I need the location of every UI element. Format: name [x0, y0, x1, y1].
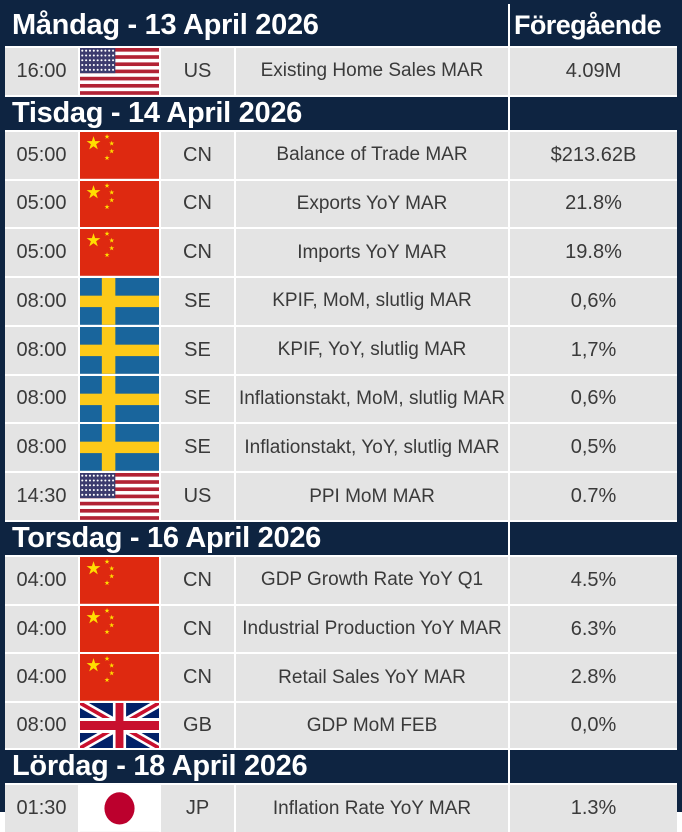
previous-value: 4.5% [510, 557, 677, 604]
section-header-right [510, 750, 677, 783]
event-name: Balance of Trade MAR [236, 132, 508, 179]
country-code: GB [161, 703, 234, 748]
country-code: CN [161, 654, 234, 701]
previous-value: 0,6% [510, 376, 677, 423]
event-name: Industrial Production YoY MAR [236, 606, 508, 653]
event-name: Exports YoY MAR [236, 181, 508, 228]
country-code: CN [161, 557, 234, 604]
section-title: Tisdag - 14 April 2026 [12, 96, 302, 129]
event-time: 04:00 [5, 557, 78, 604]
us-flag-icon [80, 473, 159, 520]
previous-value: 2.8% [510, 654, 677, 701]
se-flag-icon [80, 376, 159, 423]
calendar-row [5, 132, 677, 179]
event-time: 14:30 [5, 473, 78, 520]
cn-flag-icon [80, 132, 159, 179]
event-name: GDP Growth Rate YoY Q1 [236, 557, 508, 604]
calendar-row [5, 703, 677, 748]
country-code: CN [161, 229, 234, 276]
previous-value: 6.3% [510, 606, 677, 653]
previous-value: 19.8% [510, 229, 677, 276]
country-code: US [161, 473, 234, 520]
calendar-row [5, 229, 677, 276]
jp-flag-icon [80, 785, 159, 832]
section-title: Lördag - 18 April 2026 [12, 750, 308, 783]
event-name: Inflationstakt, MoM, slutlig MAR [236, 376, 508, 423]
section-header-right [510, 4, 677, 46]
event-time: 08:00 [5, 278, 78, 325]
event-name: GDP MoM FEB [236, 703, 508, 748]
previous-value: 0,0% [510, 703, 677, 748]
section-header-right [510, 522, 677, 555]
country-code: SE [161, 327, 234, 374]
event-time: 08:00 [5, 424, 78, 471]
event-time: 04:00 [5, 606, 78, 653]
previous-value: 4.09M [510, 48, 677, 95]
cn-flag-icon [80, 229, 159, 276]
country-code: SE [161, 424, 234, 471]
event-time: 01:30 [5, 785, 78, 832]
event-time: 05:00 [5, 181, 78, 228]
section-header [5, 522, 677, 555]
event-time: 08:00 [5, 703, 78, 748]
se-flag-icon [80, 424, 159, 471]
event-time: 05:00 [5, 132, 78, 179]
previous-value: 0,6% [510, 278, 677, 325]
section-header [5, 750, 677, 783]
calendar-row [5, 278, 677, 325]
calendar-row [5, 48, 677, 95]
country-code: JP [161, 785, 234, 832]
event-name: Imports YoY MAR [236, 229, 508, 276]
previous-value: 1,7% [510, 327, 677, 374]
cn-flag-icon [80, 606, 159, 653]
section-header-right [510, 97, 677, 130]
country-code: CN [161, 181, 234, 228]
event-name: Existing Home Sales MAR [236, 48, 508, 95]
calendar-row [5, 376, 677, 423]
event-time: 04:00 [5, 654, 78, 701]
section-header-left [5, 750, 508, 783]
calendar-row [5, 424, 677, 471]
section-header [5, 97, 677, 130]
country-code: SE [161, 376, 234, 423]
calendar-row [5, 327, 677, 374]
calendar-row [5, 181, 677, 228]
event-time: 08:00 [5, 327, 78, 374]
cn-flag-icon [80, 654, 159, 701]
event-time: 16:00 [5, 48, 78, 95]
event-time: 05:00 [5, 229, 78, 276]
calendar-row [5, 557, 677, 604]
section-header [5, 4, 677, 46]
country-code: CN [161, 606, 234, 653]
section-header-left [5, 4, 508, 46]
se-flag-icon [80, 278, 159, 325]
previous-value: 1.3% [510, 785, 677, 832]
calendar-row [5, 473, 677, 520]
previous-value: 0,5% [510, 424, 677, 471]
section-header-left [5, 522, 508, 555]
section-title: Torsdag - 16 April 2026 [12, 521, 321, 554]
section-header-left [5, 97, 508, 130]
previous-column-header: Föregående [514, 9, 662, 40]
section-title: Måndag - 13 April 2026 [12, 8, 319, 41]
calendar-row [5, 606, 677, 653]
event-name: Inflation Rate YoY MAR [236, 785, 508, 832]
cn-flag-icon [80, 181, 159, 228]
country-code: SE [161, 278, 234, 325]
calendar-row [5, 785, 677, 832]
previous-value: 0.7% [510, 473, 677, 520]
country-code: US [161, 48, 234, 95]
country-code: CN [161, 132, 234, 179]
gb-flag-icon [80, 703, 159, 748]
previous-value: 21.8% [510, 181, 677, 228]
event-name: KPIF, MoM, slutlig MAR [236, 278, 508, 325]
previous-value: $213.62B [510, 132, 677, 179]
us-flag-icon [80, 48, 159, 95]
cn-flag-icon [80, 557, 159, 604]
event-name: Retail Sales YoY MAR [236, 654, 508, 701]
event-time: 08:00 [5, 376, 78, 423]
event-name: PPI MoM MAR [236, 473, 508, 520]
calendar-row [5, 654, 677, 701]
event-name: Inflationstakt, YoY, slutlig MAR [236, 424, 508, 471]
se-flag-icon [80, 327, 159, 374]
event-name: KPIF, YoY, slutlig MAR [236, 327, 508, 374]
